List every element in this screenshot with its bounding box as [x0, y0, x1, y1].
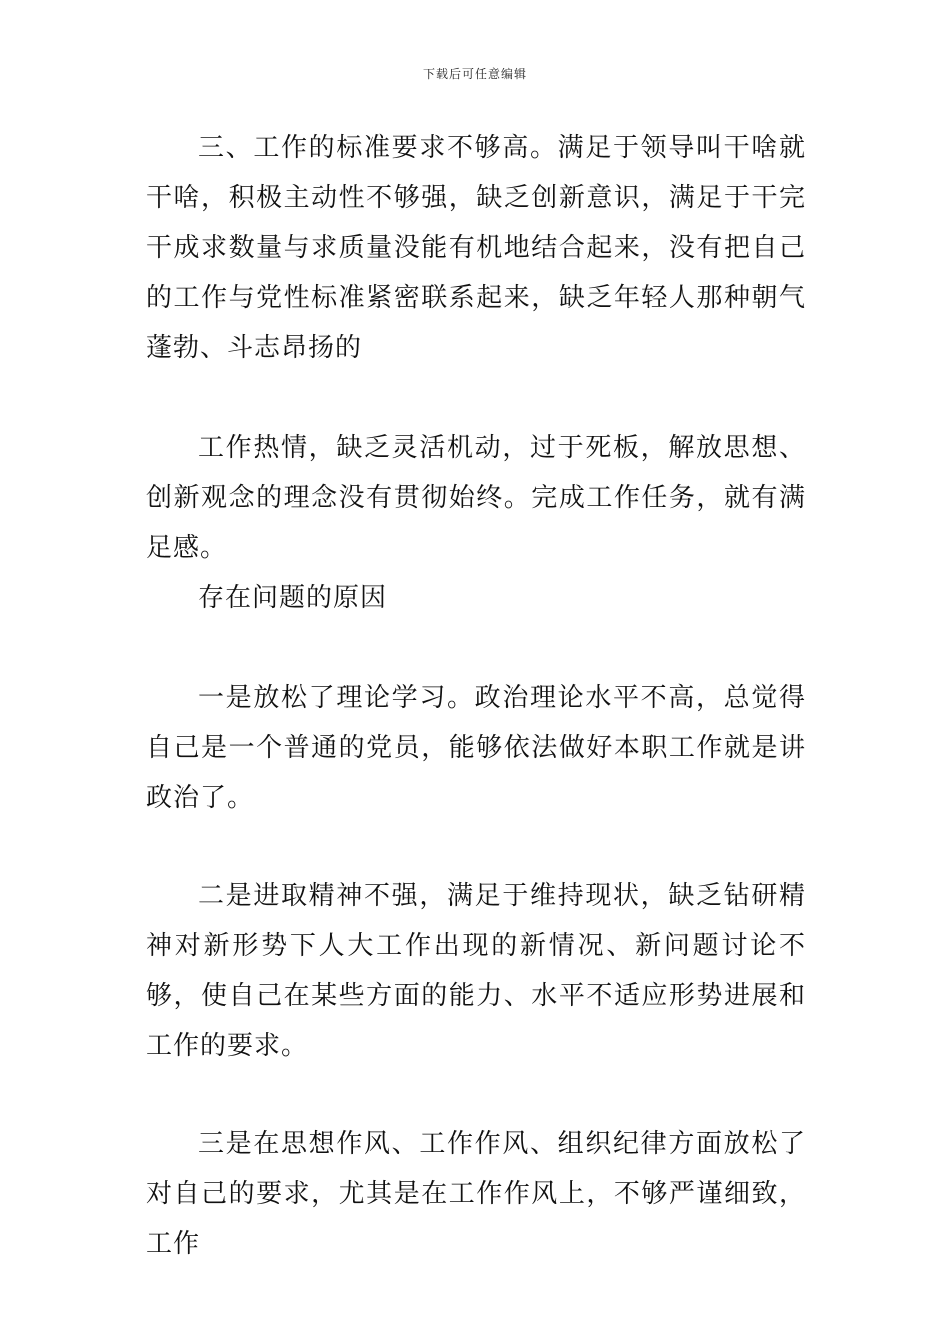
- section-heading-causes: 存在问题的原因: [198, 583, 388, 613]
- paragraph-cause-two: 二是进取精神不强，满足于维持现状，缺乏钻研精神对新形势下人大工作出现的新情况、新问题讨论不够，使自己在某些方面的能力、水平不适应形势进展和工作的要求。: [146, 881, 806, 1061]
- paragraph-cause-three: 三是在思想作风、工作作风、组织纪律方面放松了对自己的要求，尤其是在工作作风上，不够严谨细致，工作: [146, 1129, 806, 1259]
- paragraph-work-enthusiasm: 工作热情，缺乏灵活机动，过于死板，解放思想、创新观念的理念没有贯彻始终。完成工作任务，就有满足感。: [146, 433, 806, 563]
- paragraph-cause-one: 一是放松了理论学习。政治理论水平不高，总觉得自己是一个普通的党员，能够依法做好本职工作就是讲政治了。: [146, 683, 806, 813]
- page-header-note: 下载后可任意编辑: [422, 67, 527, 81]
- paragraph-work-standards: 三、工作的标准要求不够高。满足于领导叫干啥就干啥，积极主动性不够强，缺乏创新意识，满足于干完干成求数量与求质量没能有机地结合起来，没有把自己的工作与党性标准紧密联系起来，缺乏年轻人那种朝气蓬勃、斗志昂扬的: [146, 133, 806, 363]
